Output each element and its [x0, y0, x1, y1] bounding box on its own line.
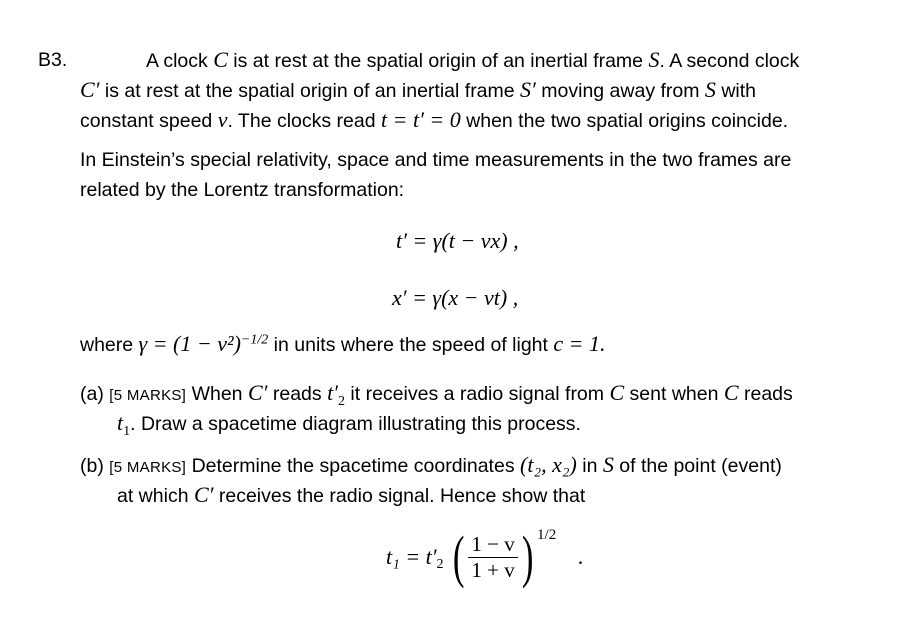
math-C-prime: C′ [80, 77, 100, 102]
part-a-line-1 [80, 378, 793, 411]
problem-number: B3. [38, 49, 68, 71]
part-b-text: of the point (event) [613, 455, 782, 477]
math-subscript: 2 [338, 393, 345, 409]
where-line [80, 329, 605, 360]
math-t-equation: t = t′ = 0 [381, 107, 461, 132]
intro-text: moving away from [535, 80, 705, 102]
part-b-text: receives the radio signal. Hence show that [213, 485, 586, 507]
part-a-line-2 [117, 408, 581, 439]
math-S: S [648, 47, 660, 72]
right-paren: ) [521, 524, 534, 589]
para2-line-1: In Einstein’s special relativity, space and time measurements in the two frames are [80, 149, 792, 171]
part-b-text: Determine the spacetime coordinates [186, 455, 520, 477]
intro-line-2 [80, 75, 756, 106]
math-S-prime: S′ [520, 77, 536, 102]
part-a-text: sent when [624, 383, 724, 405]
intro-text: . The clocks read [227, 110, 381, 132]
part-a-label: (a) [80, 383, 104, 405]
intro-text: is at rest at the spatial origin of an inertial frame [99, 80, 521, 102]
result-exponent: 1/2 [537, 526, 557, 543]
intro-text: is at rest at the spatial origin of an inertial frame [227, 50, 649, 72]
math-C-prime: C′ [247, 380, 268, 405]
math-gamma-def: γ = (1 − v²) [138, 331, 241, 356]
result-subscript: 2 [436, 557, 444, 572]
math-S: S [704, 77, 716, 102]
result-period: . [577, 544, 584, 569]
intro-text: with [715, 80, 757, 102]
math-gamma-exponent: −1/2 [240, 332, 269, 348]
lorentz-eq-space: x′ = γ(x − vt) , [392, 285, 519, 310]
part-b-line-1 [80, 450, 782, 483]
math-C: C [213, 47, 228, 72]
part-b-text: at which [117, 485, 194, 507]
math-c-equals-1: c = 1. [553, 331, 606, 356]
part-b-label: (b) [80, 455, 104, 477]
math-t1: t [117, 410, 124, 435]
fraction-numerator: 1 − v [468, 532, 517, 558]
part-a-marks: [5 MARKS] [109, 387, 187, 404]
math-C: C [723, 380, 739, 405]
where-text: where [80, 334, 139, 356]
result-equation [386, 524, 584, 598]
math-t2-prime: t′ [327, 380, 338, 405]
intro-text: A clock [146, 50, 214, 72]
result-fraction [468, 532, 517, 583]
para2-line-2: related by the Lorentz transformation: [80, 179, 405, 201]
math-S: S [602, 452, 614, 477]
math-coordinates: (t₂, x₂) [520, 452, 577, 477]
part-b-marks: [5 MARKS] [109, 459, 187, 476]
lorentz-eq-time: t′ = γ(t − vx) , [396, 228, 519, 253]
fraction-denominator: 1 + v [471, 557, 515, 582]
intro-text: . A second clock [659, 50, 800, 72]
math-subscript: 1 [123, 423, 131, 439]
part-b-text: in [576, 455, 603, 477]
intro-text: when the two spatial origins coincide. [460, 110, 789, 132]
math-C: C [609, 380, 625, 405]
result-lhs: t₁ = t′ [386, 544, 437, 569]
part-a-text: When [186, 383, 248, 405]
math-C-prime: C′ [193, 482, 214, 507]
math-v: v [217, 107, 228, 132]
intro-text: constant speed [80, 110, 218, 132]
part-b-line-2 [117, 480, 585, 511]
part-a-text: . Draw a spacetime diagram illustrating this process. [130, 413, 581, 435]
intro-line-1 [146, 45, 799, 76]
where-text: in units where the speed of light [268, 334, 554, 356]
left-paren: ( [452, 524, 465, 589]
intro-line-3 [80, 105, 788, 136]
part-a-text: reads [267, 383, 328, 405]
part-a-text: reads [738, 383, 793, 405]
part-a-text: it receives a radio signal from [345, 383, 610, 405]
